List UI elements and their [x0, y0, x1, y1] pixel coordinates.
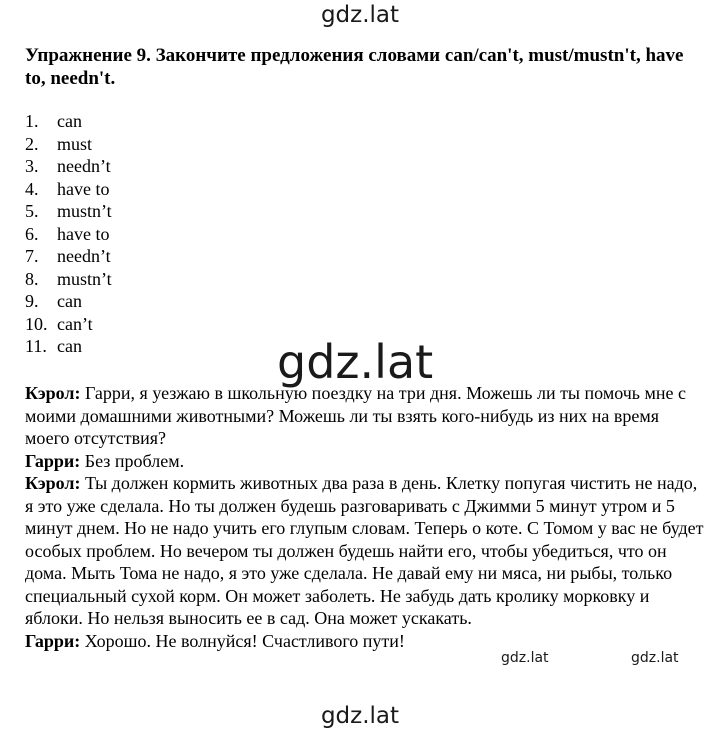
list-item — [25, 200, 112, 223]
answer-text: can — [57, 111, 82, 131]
answer-text: have to — [57, 178, 110, 199]
answer-number: 10. — [25, 313, 48, 334]
answer-number: 2. — [25, 133, 39, 154]
dialogue-line — [25, 450, 705, 473]
answer-text: mustn’t — [57, 201, 112, 221]
dialogue — [25, 382, 705, 652]
answer-text: can — [57, 291, 82, 311]
answer-text: can — [57, 336, 82, 356]
speaker-name: Гарри: — [25, 450, 81, 471]
answer-text: must — [57, 133, 93, 154]
answer-number: 6. — [25, 223, 39, 244]
answer-text: have to — [57, 223, 110, 244]
speaker-name: Кэрол: — [25, 473, 81, 493]
dialogue-line — [25, 382, 705, 450]
speaker-name: Гарри: — [25, 630, 81, 651]
answer-text: mustn’t — [57, 268, 112, 289]
answer-number: 4. — [25, 178, 39, 199]
watermark-small-left: gdz.lat — [501, 650, 549, 666]
speaker-name: Кэрол: — [25, 383, 81, 403]
dialogue-text: Гарри, я уезжаю в школьную поездку на три дня. Можешь ли ты помочь мне с моими домашними животными? Можешь ли ты взять кого-нибудь из них на время моего отсутствия? — [25, 383, 687, 448]
watermark-top: gdz.lat — [320, 2, 400, 28]
list-item — [25, 313, 112, 336]
exercise-title: Упражнение 9. Закончите предложения словами can/can't, must/mustn't, have to, needn't. — [25, 45, 684, 89]
list-item — [25, 155, 112, 178]
answer-text: needn’t — [57, 246, 111, 266]
answer-number: 9. — [25, 291, 39, 311]
dialogue-line — [25, 630, 705, 653]
list-item — [25, 223, 112, 246]
answer-number: 7. — [25, 246, 39, 266]
dialogue-line — [25, 472, 705, 630]
answer-number: 1. — [25, 111, 39, 131]
list-item — [25, 335, 112, 358]
dialogue-text: Ты должен кормить животных два раза в день. Клетку попугая чистить не надо, я это уже сделала. Но ты должен будешь разговаривать с Джимми 5 минут утром и 5 минут днем. Но не надо учить его глупым словам. Теперь о коте. С Томом у вас не будет особых проблем. Но вечером ты должен будешь найти его, чтобы убедиться, что он дома. Мыть Тома не надо, я это уже сделала. Не давай ему ни мяса, ни рыбы, только специальный сухой корм. Он может заболеть. Не забудь дать кролику морковку и яблоки. Но нельзя выносить ее в сад. Она может ускакать. — [25, 473, 704, 628]
watermark-middle: gdz.lat — [277, 335, 434, 389]
watermark-small-right: gdz.lat — [631, 650, 679, 666]
watermark-bottom: gdz.lat — [320, 703, 400, 729]
list-item — [25, 178, 112, 201]
answer-number: 3. — [25, 156, 39, 176]
answer-number: 11. — [25, 336, 47, 356]
dialogue-text: Без проблем. — [80, 450, 185, 471]
answer-text: can’t — [57, 313, 93, 334]
list-item — [25, 133, 112, 156]
list-item — [25, 290, 112, 313]
list-item — [25, 268, 112, 291]
list-item — [25, 245, 112, 268]
answer-number: 8. — [25, 268, 39, 289]
answer-text: needn’t — [57, 156, 111, 176]
answer-number: 5. — [25, 201, 39, 221]
answer-list — [25, 110, 112, 358]
dialogue-text: Хорошо. Не волнуйся! Счастливого пути! — [80, 630, 405, 651]
list-item — [25, 110, 112, 133]
